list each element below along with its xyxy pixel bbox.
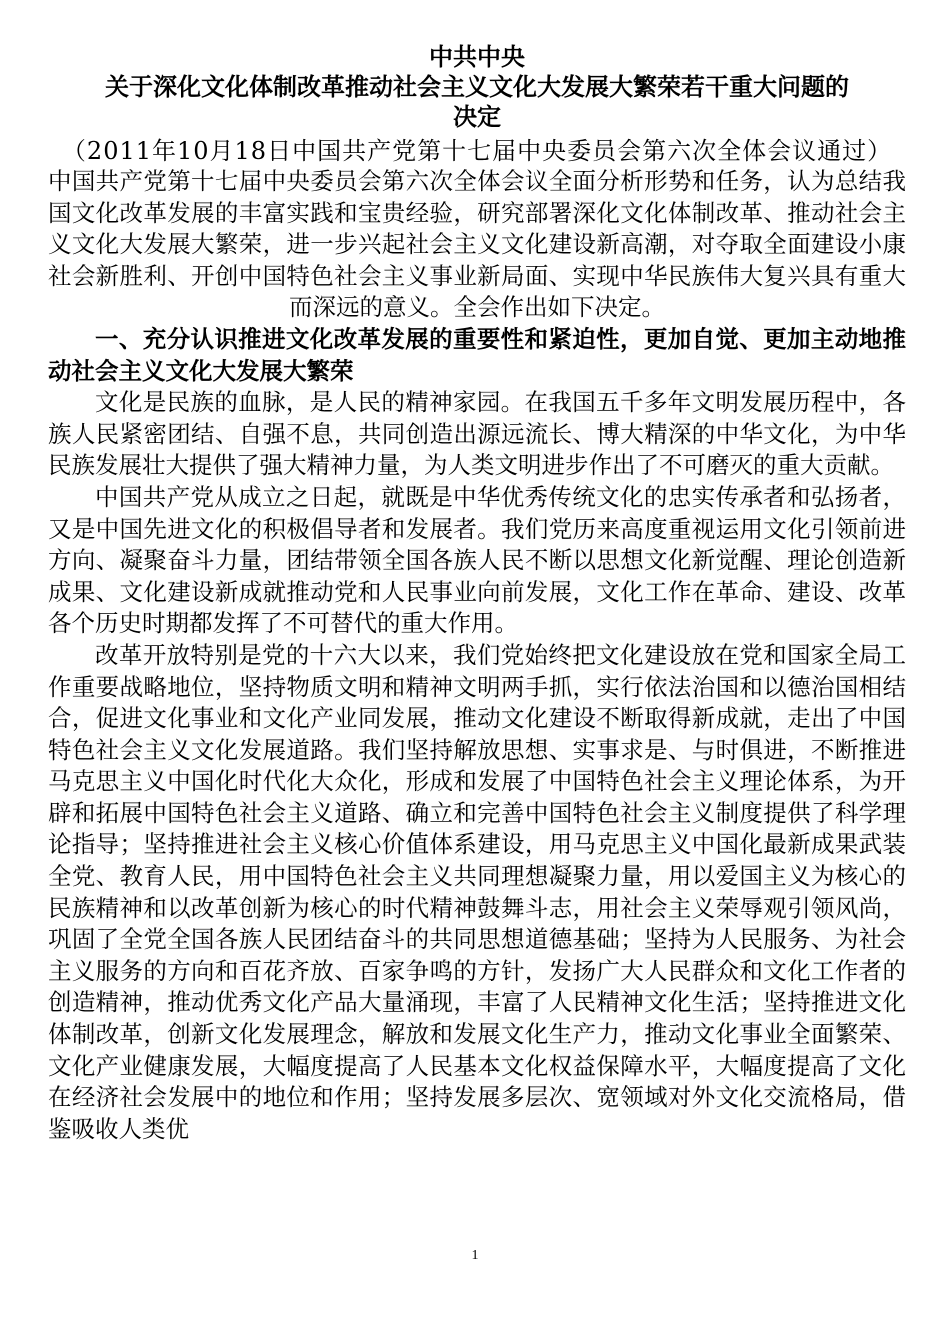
body-paragraph: 改革开放特别是党的十六大以来，我们党始终把文化建设放在党和国家全局工作重要战略地位，坚持物质文明和精神文明两手抓，实行依法治国和以德治国相结合，促进文化事业和文化产业同发展，推动文化建设不断取得新成就，走出了中国特色社会主义文化发展道路。我们坚持解放思想、实事求是、与时俱进，不断推进马克思主义中国化时代化大众化，形成和发展了中国特色社会主义理论体系，为开辟和拓展中国特色社会主义道路、确立和完善中国特色社会主义制度提供了科学理论指导；坚持推进社会主义核心价值体系建设，用马克思主义中国化最新成果武装全党、教育人民，用中国特色社会主义共同理想凝聚力量，用以爱国主义为核心的民族精神和以改革创新为核心的时代精神鼓舞斗志，用社会主义荣辱观引领风尚，巩固了全党全国各族人民团结奋斗的共同思想道德基础；坚持为人民服务、为社会主义服务的方向和百花齐放、百家争鸣的方针，发扬广大人民群众和文化工作者的创造精神，推动优秀文化产品大量涌现，丰富了人民精神文化生活；坚持推进文化体制改革，创新文化发展理念，解放和发展文化生产力，推动文化事业全面繁荣、文化产业健康发展，大幅度提高了人民基本文化权益保障水平，大幅度提高了文化在经济社会发展中的地位和作用；坚持发展多层次、宽领域对外文化交流格局，借鉴吸收人类优	[48, 640, 906, 1143]
document-title	[48, 72, 906, 132]
document-title-line-1: 关于深化文化体制改革推动社会主义文化大发展大繁荣若干重大问题的	[105, 73, 849, 101]
document-title-line-2: 决定	[453, 103, 501, 131]
adoption-note: （2011年10月18日中国共产党第十七届中央委员会第六次全体会议通过）	[61, 137, 893, 165]
document-page	[48, 42, 906, 1145]
body-paragraph: 中国共产党从成立之日起，就既是中华优秀传统文化的忠实传承者和弘扬者，又是中国先进文化的积极倡导者和发展者。我们党历来高度重视运用文化引领前进方向、凝聚奋斗力量，团结带领全国各族人民不断以思想文化新觉醒、理论创造新成果、文化建设新成就推动党和人民事业向前发展，文化工作在革命、建设、改革各个历史时期都发挥了不可替代的重大作用。	[48, 482, 906, 638]
intro-paragraph: 中国共产党第十七届中央委员会第六次全体会议全面分析形势和任务，认为总结我国文化改革发展的丰富实践和宝贵经验，研究部署深化文化体制改革、推动社会主义文化大发展大繁荣，进一步兴起社会主义文化建设新高潮，对夺取全面建设小康社会新胜利、开创中国特色社会主义事业新局面、实现中华民族伟大复兴具有重大而深远的意义。全会作出如下决定。	[48, 167, 906, 322]
issuing-organization: 中共中央	[429, 43, 525, 71]
section-heading: 一、充分认识推进文化改革发展的重要性和紧迫性，更加自觉、更加主动地推动社会主义文化大发展大繁荣	[48, 324, 906, 385]
body-paragraph: 文化是民族的血脉，是人民的精神家园。在我国五千多年文明发展历程中，各族人民紧密团结、自强不息，共同创造出源远流长、博大精深的中华文化，为中华民族发展壮大提供了强大精神力量，为人类文明进步作出了不可磨灭的重大贡献。	[48, 388, 906, 480]
page-number: 1	[471, 1248, 479, 1263]
